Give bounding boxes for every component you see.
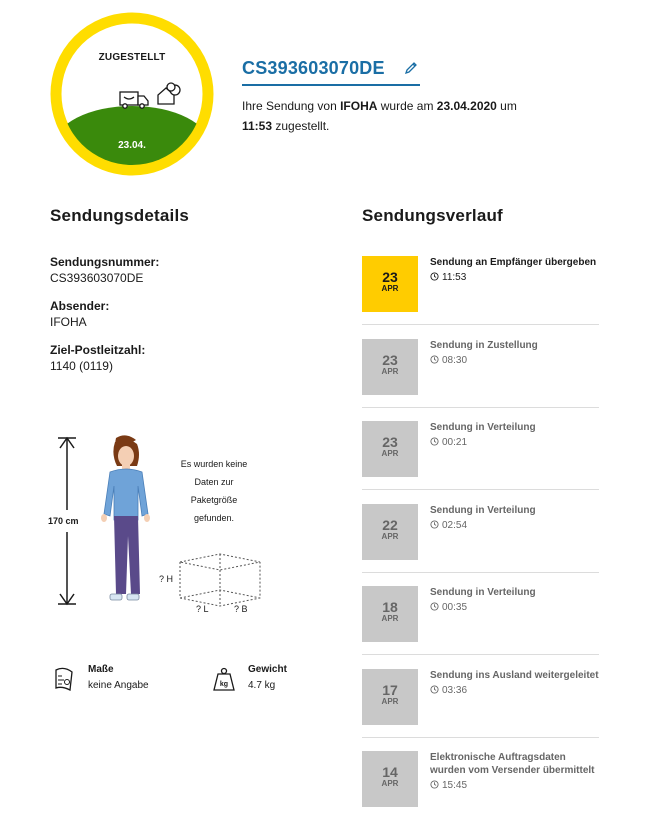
delivery-summary bbox=[242, 96, 542, 136]
event-title: Sendung ins Ausland weitergeleitet bbox=[430, 669, 599, 681]
event-time bbox=[430, 436, 600, 449]
event-time-text: 08:30 bbox=[442, 354, 468, 366]
history-event bbox=[362, 419, 599, 502]
event-date-box bbox=[362, 421, 418, 477]
event-title-block bbox=[430, 586, 600, 614]
history-title: Sendungsverlauf bbox=[362, 206, 503, 225]
event-time bbox=[430, 684, 600, 697]
event-day: 14 bbox=[382, 764, 398, 780]
event-date-box bbox=[362, 669, 418, 725]
weight-measure bbox=[212, 664, 322, 694]
event-time-text: 03:36 bbox=[442, 684, 468, 696]
event-time-text: 00:21 bbox=[442, 437, 468, 448]
event-month: APR bbox=[381, 531, 399, 541]
event-divider bbox=[362, 654, 599, 655]
event-day: 22 bbox=[382, 516, 398, 533]
event-title-block bbox=[430, 256, 600, 284]
event-date-box bbox=[362, 504, 418, 560]
event-time bbox=[430, 519, 600, 532]
event-date-box bbox=[362, 339, 418, 395]
clock-icon bbox=[430, 520, 439, 529]
event-day: 17 bbox=[382, 681, 398, 698]
event-title-block bbox=[430, 421, 600, 449]
summary-time: 11:53 bbox=[242, 119, 273, 133]
event-title-block bbox=[430, 504, 600, 532]
weight-label: Gewicht bbox=[248, 664, 287, 675]
tracking-number: CS393603070DE bbox=[242, 58, 385, 78]
event-time bbox=[430, 271, 600, 284]
event-title: Sendung in Verteilung bbox=[430, 504, 536, 516]
event-title-block bbox=[430, 339, 600, 367]
history-event bbox=[362, 584, 599, 667]
package-box-outline-icon bbox=[180, 554, 260, 606]
dimension-height-label: ? H bbox=[159, 574, 174, 584]
shipment-history-list bbox=[362, 254, 599, 820]
event-divider bbox=[362, 324, 599, 325]
event-divider bbox=[362, 737, 599, 738]
event-title: Sendung in Verteilung bbox=[430, 587, 536, 598]
event-time bbox=[430, 601, 600, 614]
event-day: 23 bbox=[382, 351, 398, 368]
summary-sender: IFOHA bbox=[340, 99, 378, 113]
history-event bbox=[362, 502, 599, 585]
detail-label: Absender: bbox=[50, 299, 110, 313]
summary-text: um bbox=[496, 99, 517, 113]
event-month: APR bbox=[381, 366, 399, 376]
event-month: APR bbox=[381, 614, 399, 623]
event-title: Sendung an Empfänger übergeben bbox=[430, 257, 597, 268]
clock-icon bbox=[430, 685, 439, 694]
event-day: 23 bbox=[382, 434, 398, 450]
event-title: Sendung in Zustellung bbox=[430, 339, 538, 351]
summary-text: Ihre Sendung von bbox=[242, 99, 341, 113]
event-day: 23 bbox=[382, 269, 398, 285]
event-month: APR bbox=[381, 779, 399, 788]
pencil-icon[interactable] bbox=[404, 61, 418, 75]
detail-label: Sendungsnummer: bbox=[50, 255, 160, 269]
event-date-box bbox=[362, 256, 418, 312]
event-time-text: 02:54 bbox=[442, 519, 468, 531]
event-month: APR bbox=[381, 696, 399, 706]
tape-measure-icon bbox=[52, 666, 76, 692]
dimension-width-label: ? B bbox=[234, 604, 248, 614]
event-time-text: 11:53 bbox=[442, 272, 467, 283]
clock-icon bbox=[430, 355, 439, 364]
clock-icon bbox=[430, 602, 439, 611]
history-event bbox=[362, 337, 599, 420]
person-figure-icon bbox=[101, 435, 150, 600]
detail-value: 1140 (0119) bbox=[50, 359, 113, 373]
no-size-data-note: Es wurden keine Daten zur Paketgröße gefunden. bbox=[180, 459, 248, 523]
person-height-label: 170 cm bbox=[48, 516, 79, 526]
shipment-details bbox=[50, 254, 310, 386]
event-divider bbox=[362, 407, 599, 408]
clock-icon bbox=[430, 272, 439, 281]
history-event bbox=[362, 749, 599, 820]
event-title-block bbox=[430, 669, 600, 697]
details-title: Sendungsdetails bbox=[50, 206, 190, 225]
event-month: APR bbox=[381, 449, 399, 458]
dimensions-measure bbox=[52, 664, 192, 694]
status-ring-graphic bbox=[50, 12, 214, 176]
dimensions-value: keine Angabe bbox=[88, 680, 149, 691]
event-month: APR bbox=[381, 284, 399, 293]
event-date-box bbox=[362, 751, 418, 807]
event-date-box bbox=[362, 586, 418, 642]
event-day: 18 bbox=[382, 599, 398, 615]
event-time-text: 00:35 bbox=[442, 602, 468, 613]
clock-icon bbox=[430, 780, 439, 789]
summary-text: zugestellt. bbox=[272, 119, 330, 133]
detail-value: IFOHA bbox=[50, 315, 87, 329]
event-time bbox=[430, 779, 600, 792]
detail-label: Ziel-Postleitzahl: bbox=[50, 343, 146, 357]
event-divider bbox=[362, 489, 599, 490]
history-event bbox=[362, 254, 599, 337]
weight-icon bbox=[212, 666, 236, 692]
event-title: Elektronische Auftragsdaten wurden vom Versender übermittelt bbox=[430, 752, 595, 776]
clock-icon bbox=[430, 437, 439, 446]
summary-date: 23.04.2020 bbox=[436, 99, 497, 113]
dimension-length-label: ? L bbox=[196, 604, 209, 614]
history-event bbox=[362, 667, 599, 750]
event-title-block bbox=[430, 751, 600, 792]
status-date: 23.04. bbox=[118, 140, 146, 151]
weight-icon-text: kg bbox=[219, 681, 229, 688]
status-label: ZUGESTELLT bbox=[98, 52, 166, 63]
detail-value: CS393603070DE bbox=[50, 271, 144, 285]
tracking-number-header bbox=[242, 58, 420, 86]
summary-text: wurde am bbox=[377, 99, 437, 113]
delivery-status-badge bbox=[50, 12, 214, 176]
event-time bbox=[430, 354, 600, 367]
event-time-text: 15:45 bbox=[442, 780, 468, 791]
weight-value: 4.7 kg bbox=[248, 680, 276, 691]
event-title: Sendung in Verteilung bbox=[430, 422, 536, 433]
dimensions-label: Maße bbox=[88, 664, 114, 675]
event-divider bbox=[362, 572, 599, 573]
